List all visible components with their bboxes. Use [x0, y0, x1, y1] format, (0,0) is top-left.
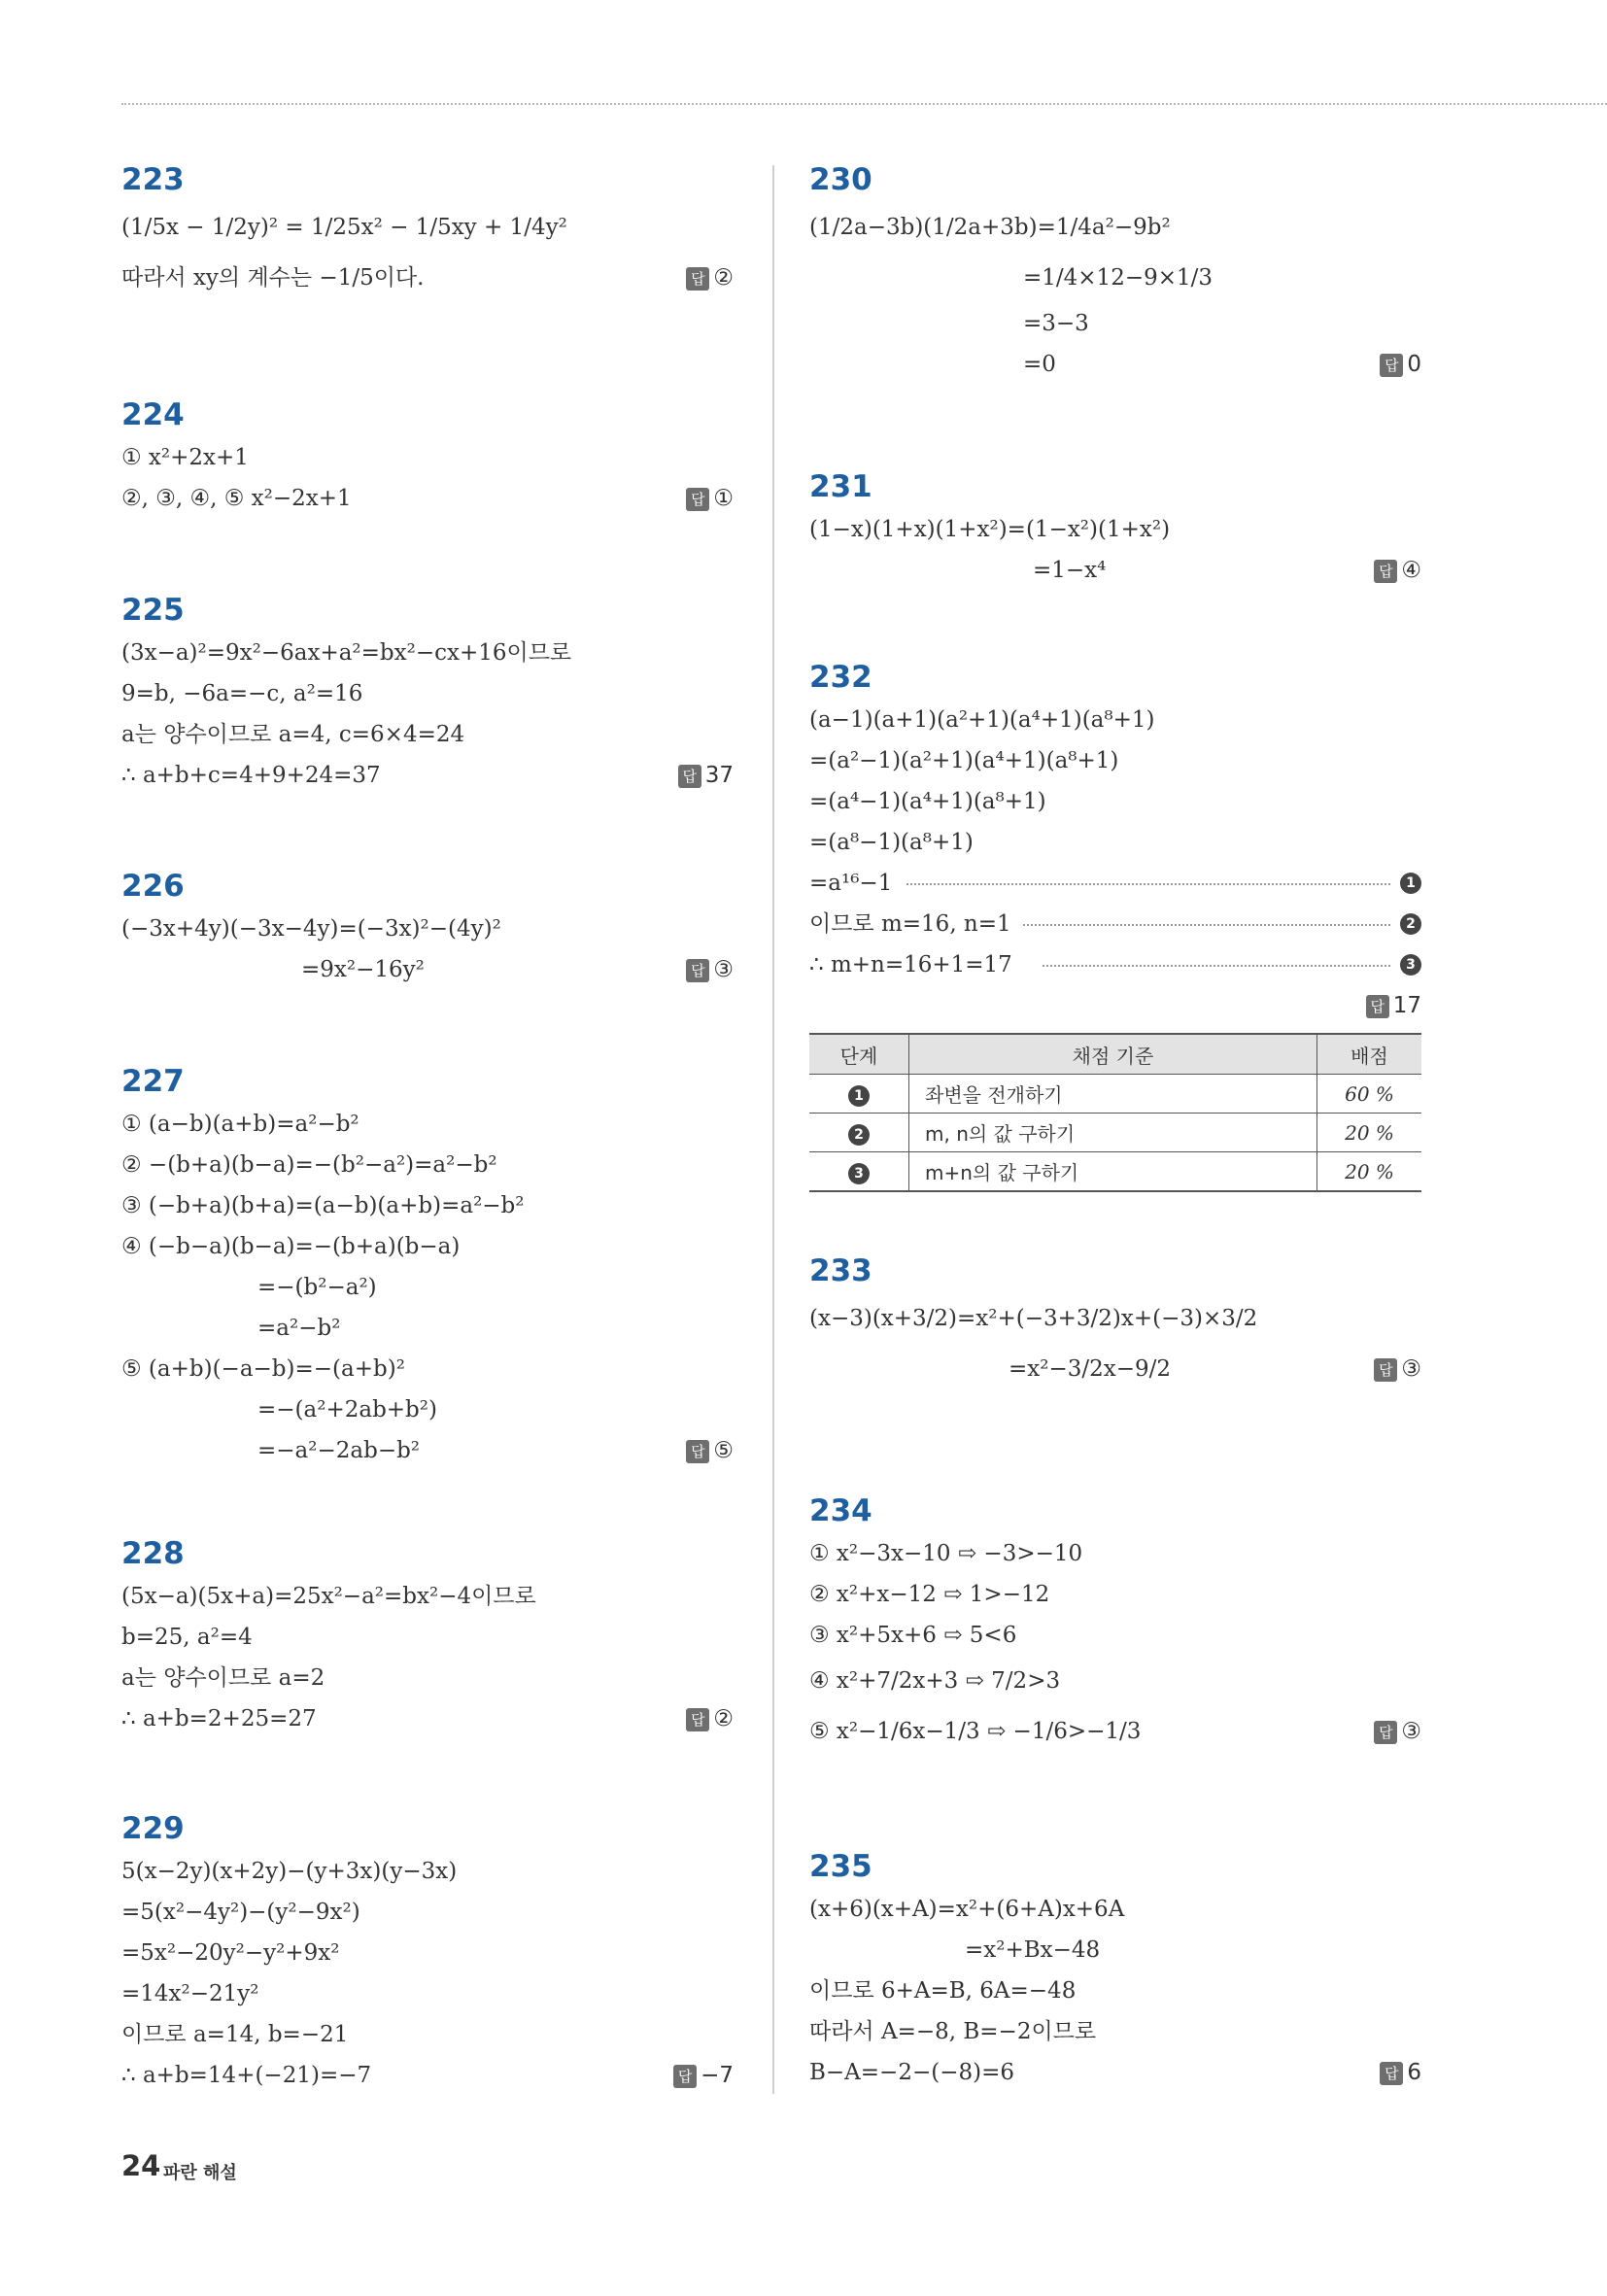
solution-line	[121, 1698, 734, 1739]
solution-text: ④ x²+7/2x+3 ⇨ 7/2>3	[809, 1668, 1061, 1694]
solution-text: =(a²−1)(a²+1)(a⁴+1)(a⁸+1)	[809, 748, 1119, 773]
answer-icon: 답	[1380, 354, 1403, 377]
problem-number: 224	[121, 397, 185, 432]
solution-text: 따라서 A=−8, B=−2이므로	[809, 2019, 1097, 2044]
solution-line	[809, 781, 1421, 822]
solution-text: =5(x²−4y²)−(y²−9x²)	[121, 1900, 360, 1925]
problem-number: 225	[121, 593, 185, 628]
answer	[673, 2055, 734, 2096]
solution-text: =1/4×12−9×1/3	[1023, 265, 1214, 291]
solution-line	[809, 2011, 1421, 2052]
solution-line	[809, 1930, 1421, 1970]
footer-label: 파란 해설	[163, 2163, 237, 2183]
solution-line	[121, 2014, 734, 2055]
solution-text: (x−3)(x+3/2)=x²+(−3+3/2)x+(−3)×3/2	[809, 1306, 1258, 1331]
solution-line	[121, 1185, 734, 1226]
problem-number: 229	[121, 1811, 185, 1846]
solution-line	[809, 1615, 1421, 1656]
solution-text: ① x²−3x−10 ⇨ −3>−10	[809, 1541, 1083, 1566]
solution-line	[121, 755, 734, 796]
solution-line	[121, 633, 734, 673]
problem-number: 226	[121, 869, 185, 904]
problem-225	[121, 593, 734, 796]
solution-line	[809, 700, 1421, 740]
solution-line	[121, 1145, 734, 1185]
answer	[686, 1430, 734, 1471]
solution-line	[121, 1933, 734, 1973]
solution-text: =−a²−2ab−b²	[257, 1438, 421, 1463]
answer-value: ④	[1401, 558, 1421, 583]
step-marker: 2	[1400, 913, 1421, 935]
answer	[686, 949, 734, 990]
solution-line	[121, 2055, 734, 2096]
table-header: 배점	[1317, 1034, 1422, 1075]
answer-icon: 답	[686, 488, 709, 511]
answer-icon: 답	[686, 959, 709, 982]
step-marker: 1	[1400, 873, 1421, 894]
answer	[1380, 344, 1421, 385]
answer-value: ①	[713, 486, 734, 511]
problem-228	[121, 1536, 734, 1739]
solution-line	[809, 344, 1421, 385]
problem-235	[809, 1849, 1421, 2093]
solution-text: =x²+Bx−48	[965, 1937, 1101, 1963]
solution-line	[121, 673, 734, 714]
table-cell	[809, 1114, 909, 1152]
answer	[1374, 1344, 1421, 1394]
problem-number: 233	[809, 1253, 872, 1288]
solution-line	[121, 1430, 734, 1471]
answer-icon: 답	[686, 1440, 709, 1463]
table-row	[809, 1075, 1421, 1114]
top-dotted-rule	[121, 103, 1607, 105]
solution-text: (1−x)(1+x)(1+x²)=(1−x²)(1+x²)	[809, 517, 1171, 542]
answer-value: 17	[1392, 993, 1421, 1018]
solution-text: (3x−a)²=9x²−6ax+a²=bx²−cx+16이므로	[121, 640, 572, 666]
answer-value: ③	[713, 957, 734, 982]
solution-text: =a¹⁶−1	[809, 871, 893, 896]
answer-value: 6	[1407, 2060, 1421, 2085]
answer	[1380, 2052, 1421, 2093]
solution-line	[121, 202, 734, 253]
solution-text: =a²−b²	[257, 1316, 341, 1341]
solution-text: (x+6)(x+A)=x²+(6+A)x+6A	[809, 1897, 1125, 1922]
answer-icon: 답	[1374, 1358, 1397, 1382]
problem-number: 228	[121, 1536, 185, 1571]
step-marker: 3	[848, 1163, 870, 1184]
answer	[686, 253, 734, 303]
table-cell	[809, 1075, 909, 1114]
solution-text: =5x²−20y²−y²+9x²	[121, 1940, 340, 1966]
answer-icon: 답	[686, 1708, 709, 1731]
answer-icon: 답	[678, 765, 701, 788]
answer-icon: 답	[1374, 1721, 1397, 1744]
solution-text: =x²−3/2x−9/2	[1009, 1356, 1172, 1382]
solution-text: 따라서 xy의 계수는 −1/5이다.	[121, 265, 425, 291]
table-cell	[809, 1152, 909, 1192]
solution-text: ② −(b+a)(b−a)=−(b²−a²)=a²−b²	[121, 1152, 497, 1178]
solution-text: =−(a²+2ab+b²)	[257, 1397, 437, 1422]
problem-231	[809, 469, 1421, 591]
solution-line	[809, 509, 1421, 550]
table-cell: 60 %	[1317, 1075, 1422, 1114]
solution-text: (1/2a−3b)(1/2a+3b)=1/4a²−9b²	[809, 215, 1171, 240]
solution-text: =1−x⁴	[1033, 558, 1107, 583]
answer-value: −7	[701, 2063, 734, 2088]
solution-text: =3−3	[1023, 311, 1089, 336]
answer-value: ②	[713, 1706, 734, 1731]
solution-line	[809, 550, 1421, 591]
solution-line	[809, 202, 1421, 253]
solution-text: 이므로 a=14, b=−21	[121, 2022, 349, 2047]
solution-line	[121, 1267, 734, 1308]
solution-line	[809, 1970, 1421, 2011]
solution-text: ∴ a+b=2+25=27	[121, 1706, 317, 1731]
answer-value: ⑤	[713, 1438, 734, 1463]
answer-icon: 답	[1374, 560, 1397, 583]
solution-line	[809, 1574, 1421, 1615]
solution-text: (−3x+4y)(−3x−4y)=(−3x)²−(4y)²	[121, 916, 501, 942]
solution-line	[121, 714, 734, 755]
solution-line	[121, 1104, 734, 1145]
step-marker: 3	[1400, 954, 1421, 976]
graded-step-1	[809, 863, 1421, 904]
problem-232	[809, 660, 1421, 1026]
graded-step-2	[809, 904, 1421, 944]
table-header-row	[809, 1034, 1421, 1075]
problem-number: 227	[121, 1064, 185, 1099]
answer-icon: 답	[1366, 995, 1389, 1018]
solution-line	[809, 1533, 1421, 1574]
solution-line	[809, 2052, 1421, 2093]
solution-line	[121, 1892, 734, 1933]
problem-number: 235	[809, 1849, 872, 1884]
solution-line	[121, 1658, 734, 1698]
problem-number: 234	[809, 1493, 872, 1528]
solution-line	[809, 1706, 1421, 1757]
solution-line	[121, 1349, 734, 1389]
leader-dots	[1023, 924, 1390, 926]
problem-number: 231	[809, 469, 872, 504]
solution-text: ∴ a+b=14+(−21)=−7	[121, 2063, 372, 2088]
solution-text: =0	[1023, 352, 1056, 377]
answer-value: ③	[1401, 1719, 1421, 1744]
problem-226	[121, 869, 734, 990]
table-row	[809, 1114, 1421, 1152]
answer	[1366, 985, 1421, 1026]
table-cell: 20 %	[1317, 1114, 1422, 1152]
solution-text: 이므로 m=16, n=1	[809, 911, 1011, 937]
answer	[678, 755, 734, 796]
problem-233	[809, 1253, 1421, 1394]
solution-text: =14x²−21y²	[121, 1981, 259, 2006]
solution-line	[121, 1389, 734, 1430]
solution-line	[121, 1308, 734, 1349]
solution-text: ① x²+2x+1	[121, 445, 249, 470]
answer-value: 37	[704, 763, 734, 788]
problem-230	[809, 162, 1421, 385]
step-marker: 2	[848, 1124, 870, 1146]
solution-line	[809, 1293, 1421, 1344]
problem-number: 230	[809, 162, 872, 197]
solution-text: (1/5x − 1/2y)² = 1/25x² − 1/5xy + 1/4y²	[121, 215, 567, 240]
solution-text: =(a⁸−1)(a⁸+1)	[809, 830, 974, 855]
answer-value: ③	[1401, 1356, 1421, 1382]
solution-line	[809, 253, 1421, 303]
problem-234	[809, 1493, 1421, 1757]
solution-text: =−(b²−a²)	[257, 1275, 377, 1300]
page-number: 24	[121, 2149, 161, 2182]
solution-line	[809, 1344, 1421, 1394]
table-row	[809, 1152, 1421, 1192]
answer	[686, 478, 734, 519]
solution-text: (a−1)(a+1)(a²+1)(a⁴+1)(a⁸+1)	[809, 707, 1155, 733]
solution-line	[809, 303, 1421, 344]
problem-227	[121, 1064, 734, 1471]
answer-icon: 답	[673, 2065, 697, 2088]
solution-line	[121, 949, 734, 990]
solution-line	[809, 740, 1421, 781]
solution-text: ⑤ x²−1/6x−1/3 ⇨ −1/6>−1/3	[809, 1719, 1142, 1744]
leader-dots	[1043, 965, 1390, 967]
problem-number: 232	[809, 660, 872, 695]
solution-text: b=25, a²=4	[121, 1625, 253, 1650]
solution-text: ⑤ (a+b)(−a−b)=−(a+b)²	[121, 1356, 405, 1382]
solution-line	[121, 908, 734, 949]
leader-dots	[906, 883, 1390, 885]
solution-line	[121, 1617, 734, 1658]
table-cell: 좌변을 전개하기	[909, 1075, 1317, 1114]
solution-line	[121, 1851, 734, 1892]
problem-223	[121, 162, 734, 303]
solution-text: ④ (−b−a)(b−a)=−(b+a)(b−a)	[121, 1234, 461, 1259]
solution-line	[809, 1889, 1421, 1930]
answer-icon: 답	[686, 267, 709, 291]
solution-line	[809, 1656, 1421, 1706]
solution-text: 9=b, −6a=−c, a²=16	[121, 681, 363, 706]
solution-line	[121, 1226, 734, 1267]
problem-number: 223	[121, 162, 185, 197]
column-divider	[772, 165, 774, 2094]
solution-line	[121, 1576, 734, 1617]
answer	[1374, 550, 1421, 591]
table-cell: 20 %	[1317, 1152, 1422, 1192]
solution-line	[121, 437, 734, 478]
graded-step-3	[809, 944, 1421, 985]
step-marker: 1	[848, 1085, 870, 1107]
table-cell: m+n의 값 구하기	[909, 1152, 1317, 1192]
solution-line	[121, 253, 734, 303]
solution-text: a는 양수이므로 a=2	[121, 1665, 325, 1691]
answer-value: ②	[713, 265, 734, 291]
solution-text: B−A=−2−(−8)=6	[809, 2060, 1014, 2085]
solution-text: 5(x−2y)(x+2y)−(y+3x)(y−3x)	[121, 1859, 458, 1884]
solution-text: a는 양수이므로 a=4, c=6×4=24	[121, 722, 465, 747]
table-header: 단계	[809, 1034, 909, 1075]
solution-text: =9x²−16y²	[301, 957, 425, 982]
solution-text: ② x²+x−12 ⇨ 1>−12	[809, 1582, 1050, 1607]
grading-table	[809, 1033, 1421, 1192]
solution-line	[809, 822, 1421, 863]
problem-224	[121, 397, 734, 519]
solution-text: ②, ③, ④, ⑤ x²−2x+1	[121, 486, 352, 511]
solution-line	[121, 1973, 734, 2014]
answer-icon: 답	[1380, 2062, 1403, 2085]
solution-text: ③ (−b+a)(b+a)=(a−b)(a+b)=a²−b²	[121, 1193, 525, 1218]
solution-line	[121, 478, 734, 519]
solution-text: =(a⁴−1)(a⁴+1)(a⁸+1)	[809, 789, 1046, 814]
solution-text: ∴ a+b+c=4+9+24=37	[121, 763, 381, 788]
solution-text: ① (a−b)(a+b)=a²−b²	[121, 1112, 359, 1137]
solution-text: ∴ m+n=16+1=17	[809, 952, 1012, 977]
problem-229	[121, 1811, 734, 2096]
answer	[686, 1698, 734, 1739]
answer-value: 0	[1407, 352, 1421, 377]
solution-text: ③ x²+5x+6 ⇨ 5<6	[809, 1623, 1017, 1648]
table-header: 채점 기준	[909, 1034, 1317, 1075]
table-cell: m, n의 값 구하기	[909, 1114, 1317, 1152]
answer	[1374, 1706, 1421, 1757]
solution-text: 이므로 6+A=B, 6A=−48	[809, 1978, 1077, 2004]
solution-text: (5x−a)(5x+a)=25x²−a²=bx²−4이므로	[121, 1584, 536, 1609]
solution-line	[809, 985, 1421, 1026]
